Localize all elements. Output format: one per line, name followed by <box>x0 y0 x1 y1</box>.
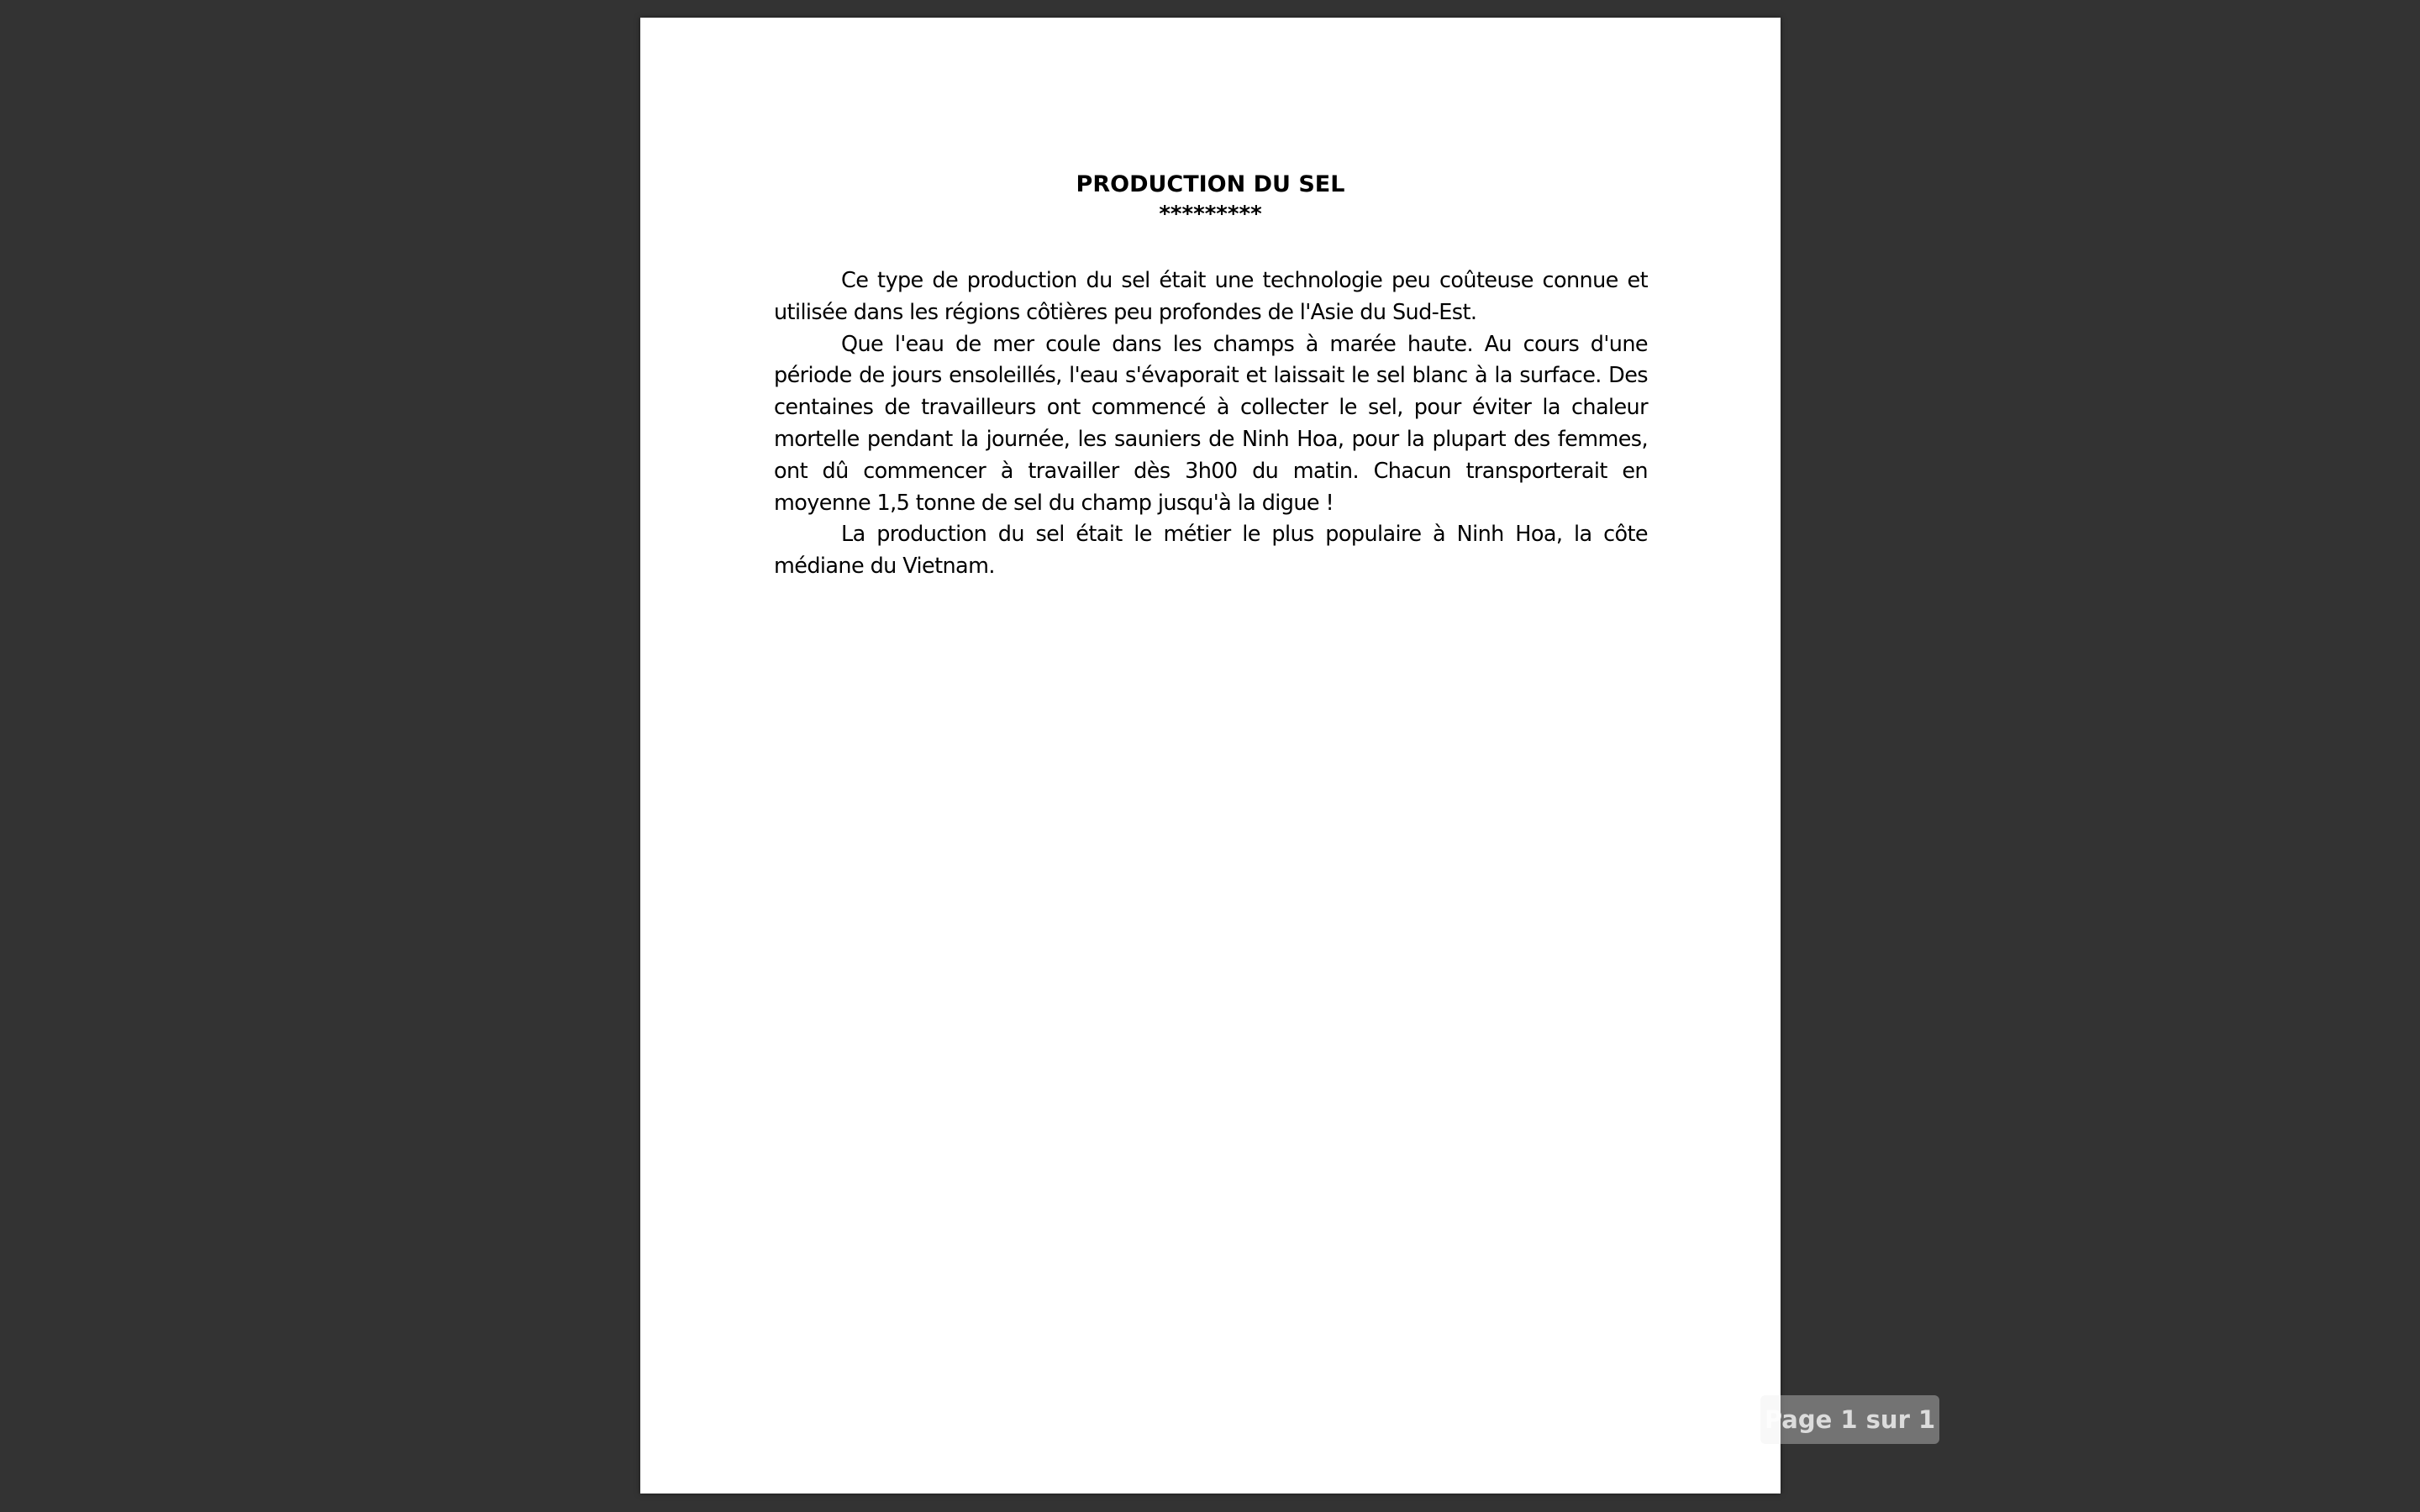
document-title: PRODUCTION DU SEL <box>1076 171 1345 197</box>
title-separator: ********* <box>1159 202 1262 227</box>
page-number-indicator: Page 1 sur 1 <box>1760 1395 1939 1444</box>
paragraph-3: La production du sel était le métier le plus populaire à Ninh Hoa, la côte médiane du Vietnam. <box>774 522 1648 580</box>
document-body <box>774 265 1648 583</box>
paragraph-1: Ce type de production du sel était une technologie peu coûteuse connue et utilisée dans les régions côtières peu profondes de l'Asie du Sud-Est. <box>774 268 1648 325</box>
paragraph-2: Que l'eau de mer coule dans les champs à marée haute. Au cours d'une période de jours ensoleillés, l'eau s'évaporait et laissait le sel blanc à la surface. Des centaines de travailleurs ont commencé à collecter le sel, pour éviter la chaleur mortelle pendant la journée, les sauniers de Ninh Hoa, pour la plupart des femmes, ont dû commencer à travailler dès 3h00 du matin. Chacun transporterait en moyenne 1,5 tonne de sel du champ jusqu'à la digue ! <box>774 331 1648 516</box>
document-page <box>640 18 1936 1494</box>
